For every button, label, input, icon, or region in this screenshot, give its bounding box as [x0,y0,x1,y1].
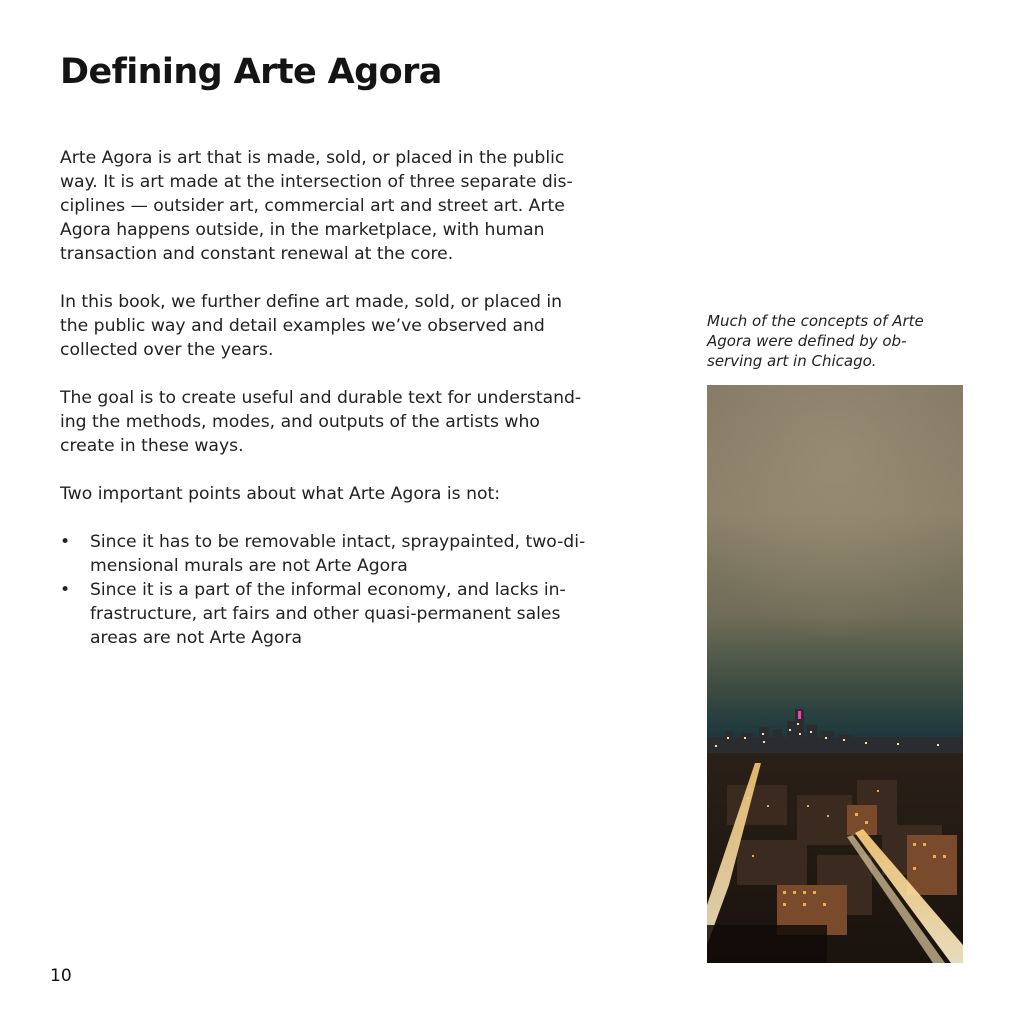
page-number: 10 [50,966,72,986]
text-line: In this book, we further define art made, sold, or placed in [60,292,563,312]
page-title: Defining Arte Agora [60,52,442,92]
paragraph-intro [60,146,680,266]
text-line: collected over the years. [60,340,274,360]
text-line: ing the methods, modes, and outputs of the artists who [60,412,540,432]
paragraph-points [60,482,680,506]
chicago-night-photo [707,385,963,963]
photo-caption [707,311,967,371]
text-line: frastructure, art fairs and other quasi-permanent sales [90,604,561,624]
text-line: ciplines — outsider art, commercial art and street art. Arte [60,196,565,216]
bullet-marker: • [60,580,71,600]
caption-line: Agora were defined by ob- [707,332,907,350]
list-item [60,530,680,578]
text-line: way. It is art made at the intersection of three separate dis- [60,172,573,192]
caption-line: serving art in Chicago. [707,352,877,370]
bullet-list [60,530,680,650]
text-line: Two important points about what Arte Agora is not: [60,484,501,504]
paragraph-goal [60,386,680,458]
text-line: Arte Agora is art that is made, sold, or placed in the public [60,148,565,168]
text-line: The goal is to create useful and durable text for understand- [60,388,582,408]
list-item [60,578,680,650]
text-line: the public way and detail examples we’ve observed and [60,316,545,336]
text-line: Since it is a part of the informal economy, and lacks in- [90,580,566,600]
text-line: areas are not Arte Agora [90,628,302,648]
paragraph-book [60,290,680,362]
text-line: Since it has to be removable intact, spraypainted, two-di- [90,532,586,552]
text-line: mensional murals are not Arte Agora [90,556,408,576]
text-line: transaction and constant renewal at the core. [60,244,454,264]
bullet-marker: • [60,532,71,552]
text-line: Agora happens outside, in the marketplace, with human [60,220,545,240]
text-line: create in these ways. [60,436,244,456]
caption-line: Much of the concepts of Arte [707,312,924,330]
body-text [60,146,680,650]
